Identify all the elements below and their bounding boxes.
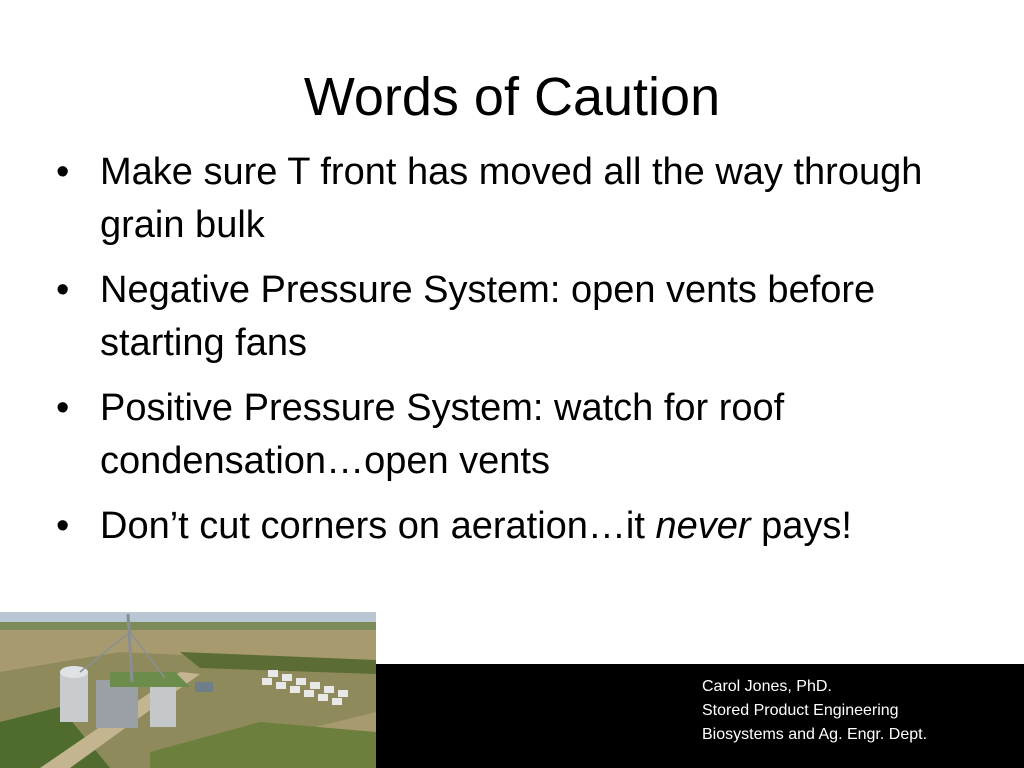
bullet-glyph: • [56,151,70,193]
bullet-glyph: • [56,269,70,311]
author-group: Stored Product Engineering [702,702,899,719]
bullet-item [56,146,956,252]
bullet-text: Positive Pressure System: watch for roof condensation…open vents [100,387,785,482]
bullet-glyph: • [56,387,70,429]
bullet-text-post: pays! [750,505,852,547]
bullet-item [56,264,956,370]
bullet-list [56,146,956,565]
bullet-item [56,382,956,488]
bullet-emphasis: never [655,505,751,547]
bullet-item [56,500,956,553]
presenter-credits [702,675,1012,747]
bullet-text: Make sure T front has moved all the way through grain bulk [100,151,923,246]
author-department: Biosystems and Ag. Engr. Dept. [702,726,928,743]
slide-title: Words of Caution [303,67,721,127]
bullet-text: Negative Pressure System: open vents before starting fans [100,269,876,364]
bullet-text-pre: Don’t cut corners on aeration…it [100,505,656,547]
bullet-glyph: • [56,505,70,547]
author-name: Carol Jones, PhD. [702,678,832,695]
grain-facility-photo [0,612,376,768]
